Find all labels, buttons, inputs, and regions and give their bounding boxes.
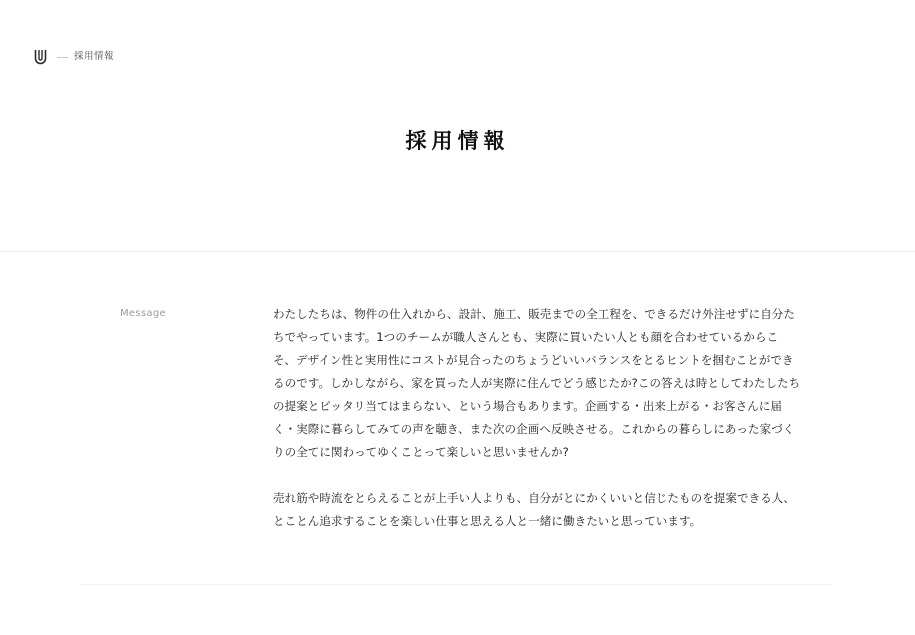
breadcrumb — [34, 48, 114, 66]
message-paragraph: 売れ筋や時流をとらえることが上手い人よりも、自分がとにかくいいと信じたものを提案できる人、とことん追求することを楽しい仕事と思える人と一緒に働きたいと思っています。 — [273, 491, 795, 528]
page-title: 採用情報 — [405, 129, 510, 154]
breadcrumb-separator — [57, 57, 68, 58]
section-divider — [0, 251, 915, 252]
message-body — [273, 303, 801, 556]
section-divider-bottom — [80, 584, 832, 585]
u-logo-icon[interactable] — [34, 49, 47, 65]
message-paragraph: わたしたちは、物件の仕入れから、設計、施工、販売までの全工程を、できるだけ外注せずに自分たちでやっています。1つのチームが職人さんとも、実際に買いたい人とも顔を合わせているからこそ、デザイン性と実用性にコストが見合ったのちょうどいいバランスをとるヒントを掴むことができるのです。しかしながら、家を買った人が実際に住んでどう感じたか?この答えは時としてわたしたちの提案とピッタリ当てはまらない、という場合もあります。企画する・出来上がる・お客さんに届く・実際に暮らしてみての声を聴き、また次の企画へ反映させる。これからの暮らしにあった家づくりの全てに関わってゆくことって楽しいと思いませんか? — [273, 307, 801, 459]
breadcrumb-current: 採用情報 — [74, 51, 115, 62]
section-label-message: Message — [120, 308, 166, 319]
